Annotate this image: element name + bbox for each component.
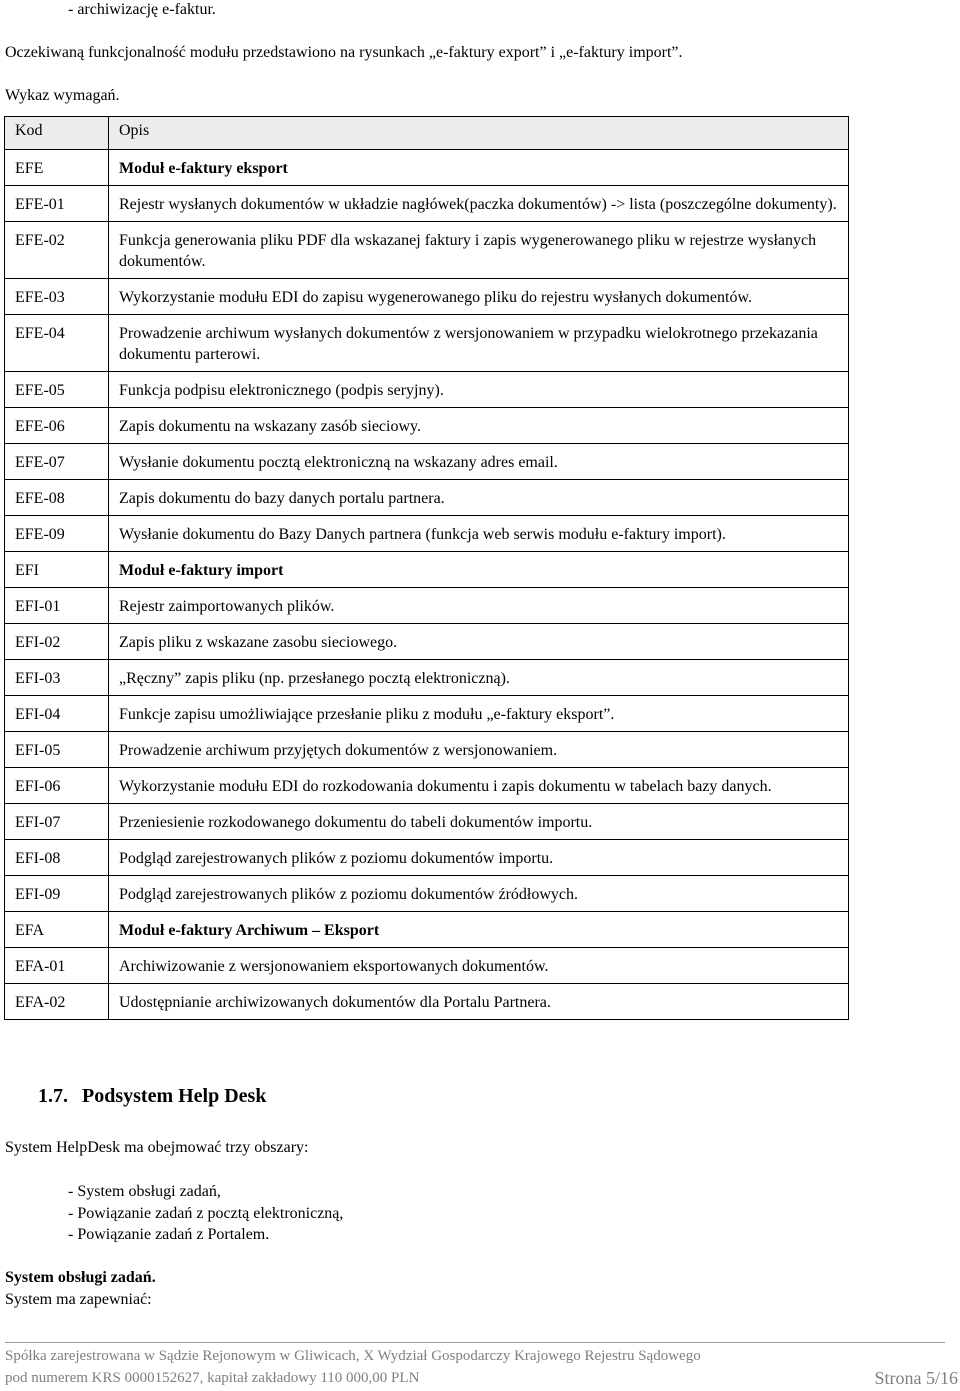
requirement-description: Wysłanie dokumentu pocztą elektroniczną na wskazany adres email. — [109, 444, 849, 480]
requirement-code: EFE-09 — [5, 516, 109, 552]
list-item: - System obsługi zadań, — [68, 1183, 221, 1200]
module-heading: Moduł e-faktury import — [109, 552, 849, 588]
requirement-code: EFE-04 — [5, 315, 109, 372]
table-row — [5, 840, 849, 876]
footer-line-2: pod numerem KRS 0000152627, kapitał zakładowy 110 000,00 PLN — [5, 1370, 420, 1386]
requirement-code: EFI — [5, 552, 109, 588]
requirement-code: EFE-06 — [5, 408, 109, 444]
requirement-code: EFA-01 — [5, 948, 109, 984]
requirement-description: Zapis dokumentu do bazy danych portalu partnera. — [109, 480, 849, 516]
table-row — [5, 588, 849, 624]
requirement-code: EFI-09 — [5, 876, 109, 912]
table-row — [5, 444, 849, 480]
table-row — [5, 732, 849, 768]
requirement-code: EFI-04 — [5, 696, 109, 732]
requirement-description: Archiwizowanie z wersjonowaniem eksportowanych dokumentów. — [109, 948, 849, 984]
requirement-code: EFA-02 — [5, 984, 109, 1020]
requirement-description: Funkcja generowania pliku PDF dla wskazanej faktury i zapis wygenerowanego pliku w rejestrze wysłanych dokumentów. — [109, 222, 849, 279]
requirement-description: Funkcja podpisu elektronicznego (podpis seryjny). — [109, 372, 849, 408]
footer-line-1: Spółka zarejestrowana w Sądzie Rejonowym w Gliwicach, X Wydział Gospodarczy Krajowego Rejestru Sądowego — [5, 1348, 701, 1364]
top-bullet: - archiwizację e-faktur. — [68, 1, 216, 18]
subtext: System ma zapewniać: — [5, 1291, 152, 1308]
intro-paragraph: Oczekiwaną funkcjonalność modułu przedstawiono na rysunkach „e-faktury export” i „e-faktury import”. — [5, 44, 683, 61]
table-row — [5, 279, 849, 315]
requirement-code: EFI-01 — [5, 588, 109, 624]
requirement-code: EFE-05 — [5, 372, 109, 408]
requirement-description: Wykorzystanie modułu EDI do rozkodowania dokumentu i zapis dokumentu w tabelach bazy danych. — [109, 768, 849, 804]
requirement-description: Zapis pliku z wskazane zasobu sieciowego. — [109, 624, 849, 660]
requirement-code: EFA — [5, 912, 109, 948]
section-heading — [38, 1085, 266, 1108]
table-row — [5, 876, 849, 912]
section-intro: System HelpDesk ma obejmować trzy obszary: — [5, 1139, 309, 1156]
requirement-description: Podgląd zarejestrowanych plików z poziomu dokumentów importu. — [109, 840, 849, 876]
requirement-description: Funkcje zapisu umożliwiające przesłanie pliku z modułu „e-faktury eksport”. — [109, 696, 849, 732]
requirements-list-title: Wykaz wymagań. — [5, 87, 120, 104]
requirement-description: Prowadzenie archiwum wysłanych dokumentów z wersjonowaniem w przypadku wielokrotnego przekazania dokumentu parterowi. — [109, 315, 849, 372]
table-row — [5, 552, 849, 588]
requirement-code: EFE-03 — [5, 279, 109, 315]
header-code: Kod — [5, 117, 109, 150]
list-item: - Powiązanie zadań z pocztą elektroniczną, — [68, 1205, 344, 1222]
requirement-description: Zapis dokumentu na wskazany zasób sieciowy. — [109, 408, 849, 444]
requirement-code: EFE-08 — [5, 480, 109, 516]
subheading: System obsługi zadań. — [5, 1269, 156, 1286]
requirement-code: EFI-08 — [5, 840, 109, 876]
requirement-code: EFI-07 — [5, 804, 109, 840]
requirement-code: EFI-06 — [5, 768, 109, 804]
module-heading: Moduł e-faktury Archiwum – Eksport — [109, 912, 849, 948]
requirement-description: Rejestr zaimportowanych plików. — [109, 588, 849, 624]
table-row — [5, 624, 849, 660]
requirement-code: EFE — [5, 150, 109, 186]
table-row — [5, 804, 849, 840]
table-row — [5, 660, 849, 696]
requirement-description: Podgląd zarejestrowanych plików z poziomu dokumentów źródłowych. — [109, 876, 849, 912]
table-row — [5, 315, 849, 372]
table-row — [5, 480, 849, 516]
requirement-code: EFE-01 — [5, 186, 109, 222]
requirement-code: EFI-05 — [5, 732, 109, 768]
table-row — [5, 768, 849, 804]
table-row — [5, 372, 849, 408]
list-item: - Powiązanie zadań z Portalem. — [68, 1226, 270, 1243]
table-row — [5, 186, 849, 222]
requirements-table — [4, 116, 849, 1020]
section-title: Podsystem Help Desk — [82, 1085, 267, 1107]
table-row — [5, 948, 849, 984]
table-row — [5, 150, 849, 186]
module-heading: Moduł e-faktury eksport — [109, 150, 849, 186]
requirement-description: Rejestr wysłanych dokumentów w układzie nagłówek(paczka dokumentów) -> lista (poszczególne dokumenty). — [109, 186, 849, 222]
header-desc: Opis — [109, 117, 849, 150]
requirement-description: Prowadzenie archiwum przyjętych dokumentów z wersjonowaniem. — [109, 732, 849, 768]
requirement-description: Udostępnianie archiwizowanych dokumentów dla Portalu Partnera. — [109, 984, 849, 1020]
table-row — [5, 408, 849, 444]
requirement-description: „Ręczny” zapis pliku (np. przesłanego pocztą elektroniczną). — [109, 660, 849, 696]
section-number: 1.7. — [38, 1085, 68, 1107]
table-row — [5, 696, 849, 732]
requirement-description: Wykorzystanie modułu EDI do zapisu wygenerowanego pliku do rejestru wysłanych dokumentów. — [109, 279, 849, 315]
table-row — [5, 912, 849, 948]
table-row — [5, 984, 849, 1020]
requirement-code: EFI-02 — [5, 624, 109, 660]
requirement-code: EFE-07 — [5, 444, 109, 480]
table-row — [5, 516, 849, 552]
table-header-row — [5, 117, 849, 150]
page-number: Strona 5/16 — [874, 1368, 958, 1388]
footer-divider — [5, 1342, 945, 1343]
requirement-code: EFE-02 — [5, 222, 109, 279]
requirement-code: EFI-03 — [5, 660, 109, 696]
requirement-description: Wysłanie dokumentu do Bazy Danych partnera (funkcja web serwis modułu e-faktury import). — [109, 516, 849, 552]
table-row — [5, 222, 849, 279]
requirement-description: Przeniesienie rozkodowanego dokumentu do tabeli dokumentów importu. — [109, 804, 849, 840]
